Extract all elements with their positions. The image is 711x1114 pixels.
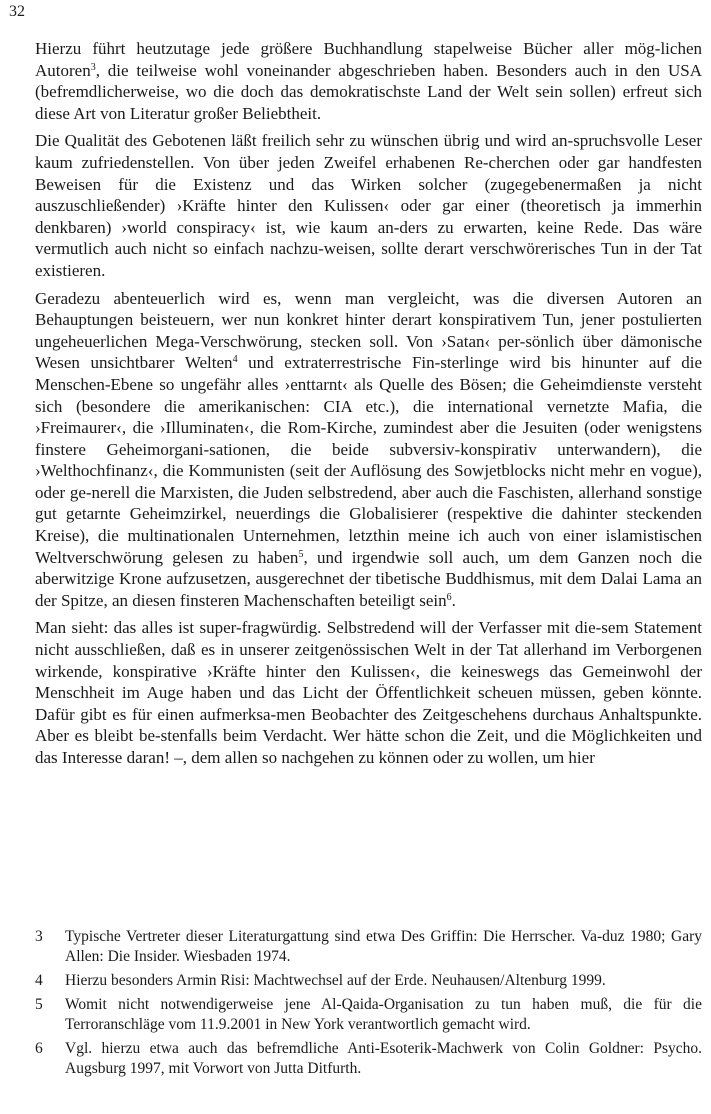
- paragraph-2: [35, 130, 702, 281]
- paragraph-text: Geradezu abenteuerlich wird es, wenn man vergleicht, was die diversen Autoren an Behauptungen beisteuern, wer nun konkret hinter derart konspirativem Tun, jener postulierten ungeheuerlichen Mega-Verschwörung, stecken soll. Von ›Satan‹ per-sönlich über dämonische Wesen unsichtbarer Welten: [35, 288, 702, 373]
- footnote-text: Vgl. hierzu etwa auch das befremdliche Anti-Esoterik-Machwerk von Colin Goldner: Psycho. Augsburg 1997, mit Vorwort von Jutta Ditfurth.: [65, 1040, 702, 1077]
- footnote-text: Womit nicht notwendigerweise jene Al-Qaida-Organisation zu tun haben muß, die für die Terroranschläge vom 11.9.2001 in New York verantwortlich gemacht wird.: [65, 996, 702, 1033]
- footnote-number: 4: [35, 972, 43, 989]
- footnote-number: 6: [35, 1040, 43, 1057]
- paragraph-text: Hierzu führt heutzutage jede größere Buchhandlung stapelweise Bücher aller mög-lichen Autoren: [35, 39, 702, 80]
- footnote-text: Typische Vertreter dieser Literaturgattung sind etwa Des Griffin: Die Herrscher. Va-duz 1980; Gary Allen: Die Insider. Wiesbaden 1974.: [65, 928, 702, 965]
- paragraph-1: [35, 38, 702, 124]
- footnote-text: Hierzu besonders Armin Risi: Machtwechsel auf der Erde. Neuhausen/Altenburg 1999.: [65, 972, 606, 989]
- footnotes: [35, 927, 702, 1083]
- footnote-4: [35, 971, 702, 991]
- footnote-reference: 6: [446, 591, 452, 603]
- paragraph-text: Die Qualität des Gebotenen läßt freilich sehr zu wünschen übrig und wird an-spruchsvolle Leser kaum zufriedenstellen. Von über jeden Zweifel erhabenen Re-cherchen oder gar handfesten Beweisen für die Existenz und das Wirken solcher (zugegebenermaßen ja nicht auszuschließender) ›Kräfte hinter den Kulissen‹ oder gar einer (theoretisch ja immerhin denkbaren) ›world conspiracy‹ ist, wie kaum an-ders zu erwarten, keine Rede. Das wäre vermutlich auch nicht so einfach nachzu-weisen, sollte derart verschwörerisches Tun in der Tat existieren.: [35, 131, 702, 280]
- paragraph-3: [35, 288, 702, 612]
- footnote-number: 3: [35, 928, 43, 945]
- page-number: 32: [9, 3, 25, 20]
- footnote-number: 5: [35, 996, 43, 1013]
- footnote-reference: 4: [232, 354, 238, 366]
- paragraph-text: , und irgendwie soll auch, um dem Ganzen noch die aberwitzige Krone aufzusetzen, ausgerechnet der tibetische Buddhismus, mit dem Dalai Lama an der Spitze, an diesen finsteren Machenschaften beteiligt sein: [35, 547, 702, 610]
- footnote-5: [35, 995, 702, 1035]
- paragraph-text: , die teilweise wohl voneinander abgeschrieben haben. Besonders auch in den USA (befremdlicherweise, wo die doch das demokratischste Land der Welt sein sollen) erfreut sich diese Art von Literatur großer Beliebtheit.: [35, 60, 702, 123]
- body-text: [35, 38, 702, 775]
- paragraph-4: [35, 617, 702, 768]
- footnote-6: [35, 1039, 702, 1079]
- paragraph-text: .: [451, 590, 456, 610]
- footnote-reference: 3: [90, 61, 96, 73]
- paragraph-text: und extraterrestrische Fin-sterlinge wird bis hinunter auf die Menschen-Ebene so ungefähr alles ›enttarnt‹ als Quelle des Bösen; die Geheimdienste versteht sich (besondere die amerikanischen: CIA etc.), die international vernetzte Mafia, die ›Freimaurer‹, die ›Illuminaten‹, die Rom-Kirche, zumindest aber die Jesuiten (oder wenigstens finstere Geheimorgani-sationen, die beide subversiv-konspirativ unterwandern), die ›Welthochfinanz‹, die Kommunisten (seit der Auflösung des Sowjetblocks nicht mehr en vogue), oder ge-nerell die Marxisten, die Juden selbstredend, aber auch die Faschisten, allerhand sonstige gut getarnte Geheimzirkel, neuerdings die Globalisierer (respektive die dahinter steckenden Kreise), die multinationalen Unternehmen, letzthin meine ich auch von einer islamistischen Weltverschwörung gelesen zu haben: [35, 353, 703, 567]
- footnote-reference: 5: [298, 548, 304, 560]
- footnote-3: [35, 927, 702, 967]
- paragraph-text: Man sieht: das alles ist super-fragwürdig. Selbstredend will der Verfasser mit die-sem Statement nicht ausschließen, daß es in unserer zeitgenössischen Welt in der Tat allerhand im Verborgenen wirkende, konspirative ›Kräfte hinter den Kulissen‹, die keineswegs das Gemeinwohl der Menschheit im Auge haben und das Licht der Öffentlichkeit scheuen müssen, geben könnte. Dafür gibt es für einen aufmerksa-men Beobachter des Zeitgeschehens durchaus Anhaltspunkte. Aber es bleibt be-stenfalls beim Verdacht. Wer hätte schon die Zeit, und die Möglichkeiten und das Interesse daran! –, dem allen so nachgehen zu können oder zu wollen, um hier: [35, 618, 702, 767]
